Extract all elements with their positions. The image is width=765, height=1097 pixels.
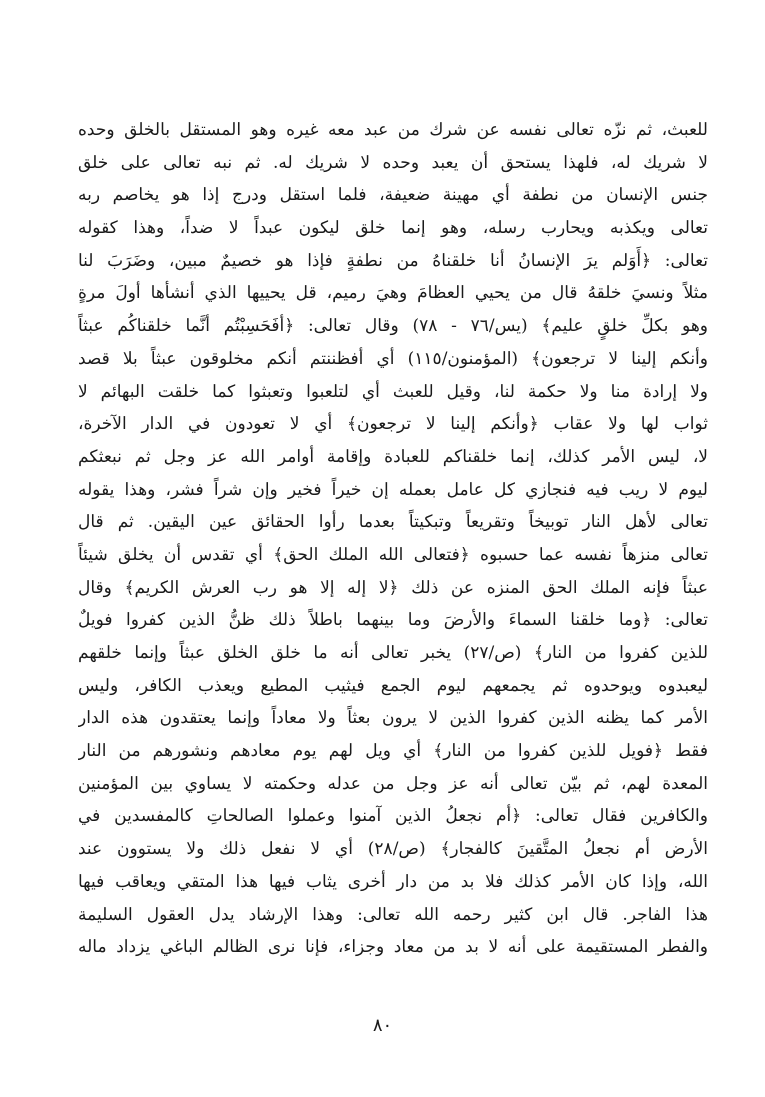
page-number: ٨٠	[372, 1015, 393, 1036]
text-line: ثواب لها ولا عقاب ﴿وأنكم إلينا لا ترجعون﴾ أي لا تعودون في الدار الآخرة،	[78, 414, 708, 435]
text-line: تعالى: ﴿أَوَلم يرَ الإنسانُ أنا خلقناهُ من نطفةٍ فإذا هو خصيمٌ مبين، وضَرَبَ لنا	[78, 250, 708, 271]
text-line: الأمر كما يظنه الذين كفروا الذين لا يرون بعثاً ولا معاداً وإنما يعتقدون هذه الدار	[78, 708, 708, 729]
text-line: تعالى لأهل النار توبيخاً وتقريعاً وتبكيتاً بعدما رأوا الحقائق عين اليقين. ثم قال	[78, 512, 708, 533]
text-line: ليعبدوه ويوحدوه ثم يجمعهم ليوم الجمع فيثيب المطيع ويعذب الكافر، وليس	[78, 675, 708, 696]
text-line: تعالى منزهاً نفسه عما حسبوه ﴿فتعالى الله الملك الحق﴾ أي تقدس أن يخلق شيئاً	[78, 544, 708, 565]
text-line: والفطر المستقيمة على أنه لا بد من معاد وجزاء، فإنا نرى الظالم الباغي يزداد ماله	[78, 937, 708, 958]
text-line: المعدة لهم، ثم بيّن تعالى أنه عز وجل من عدله وحكمته لا يساوي بين المؤمنين	[78, 773, 708, 794]
text-line: عبثاً فإنه الملك الحق المنزه عن ذلك ﴿لا إله إلا هو رب العرش الكريم﴾ وقال	[78, 577, 708, 598]
text-line: للذين كفروا من النار﴾ (ص/٢٧) يخبر تعالى أنه ما خلق الخلق عبثاً وإنما خلقهم	[78, 643, 708, 663]
text-line: للعبث، ثم نزّه تعالى نفسه عن شرك من عبد معه غيره وهو المستقل بالخلق وحده	[78, 120, 708, 140]
text-line: لا، ليس الأمر كذلك، إنما خلقناكم للعبادة وإقامة أوامر الله عز وجل ثم نبعثكم	[78, 446, 708, 467]
text-line: لا شريك له، فلهذا يستحق أن يعبد وحده لا شريك له. ثم نبه تعالى على خلق	[78, 152, 708, 173]
text-line: ولا إرادة منا ولا حكمة لنا، وقيل للعبث أي لتلعبوا وتعبثوا كما خلقت البهائم لا	[78, 381, 708, 402]
text-line: وأنكم إلينا لا ترجعون﴾ (المؤمنون/١١٥) أي أفظننتم أنكم مخلوقون عبثاً بلا قصد	[78, 348, 708, 369]
text-line: الأرض أم نجعلُ المتَّقينَ كالفجار﴾ (ص/٢٨) أي لا نفعل ذلك ولا يستوون عند	[78, 839, 708, 860]
text-line: الله، وإذا كان الأمر كذلك فلا بد من دار أخرى يثاب فيها هذا المتقي ويعاقب فيها	[78, 871, 708, 892]
body-text	[78, 114, 708, 964]
text-line: ليوم لا ريب فيه فنجازي كل عامل بعمله إن خيراً فخير وإن شراً فشر، وهذا يقوله	[78, 479, 708, 500]
text-line: هذا الفاجر. قال ابن كثير رحمه الله تعالى: وهذا الإرشاد يدل العقول السليمة	[78, 904, 708, 925]
text-line: جنس الإنسان من نطفة أي مهينة ضعيفة، فلما استقل ودرج إذا هو يخاصم ربه	[78, 185, 708, 206]
text-line: فقط ﴿فويل للذين كفروا من النار﴾ أي ويل لهم يوم معادهم ونشورهم من النار	[78, 741, 708, 762]
text-line: تعالى: ﴿وما خلقنا السماءَ والأرضَ وما بينهما باطلاً ذلك ظنُّ الذين كفروا فويلٌ	[78, 610, 708, 631]
text-line: وهو بكلِّ خلقٍ عليم﴾ (يس/٧٦ - ٧٨) وقال تعالى: ﴿أفَحَسِبْتُم أنَّما خلقناكُم عبثاً	[78, 316, 708, 337]
text-line: والكافرين فقال تعالى: ﴿أم نجعلُ الذين آمنوا وعملوا الصالحاتِ كالمفسدين في	[78, 806, 708, 827]
text-line: مثلاً ونسيَ خلقهُ قال من يحيي العظامَ وهيَ رميم، قل يحييها الذي أنشأها أولَ مرةٍ	[78, 283, 708, 304]
text-line: تعالى ويكذبه ويحارب رسله، وهو إنما خلق ليكون عبداً لا ضداً، وهذا كقوله	[78, 218, 708, 239]
